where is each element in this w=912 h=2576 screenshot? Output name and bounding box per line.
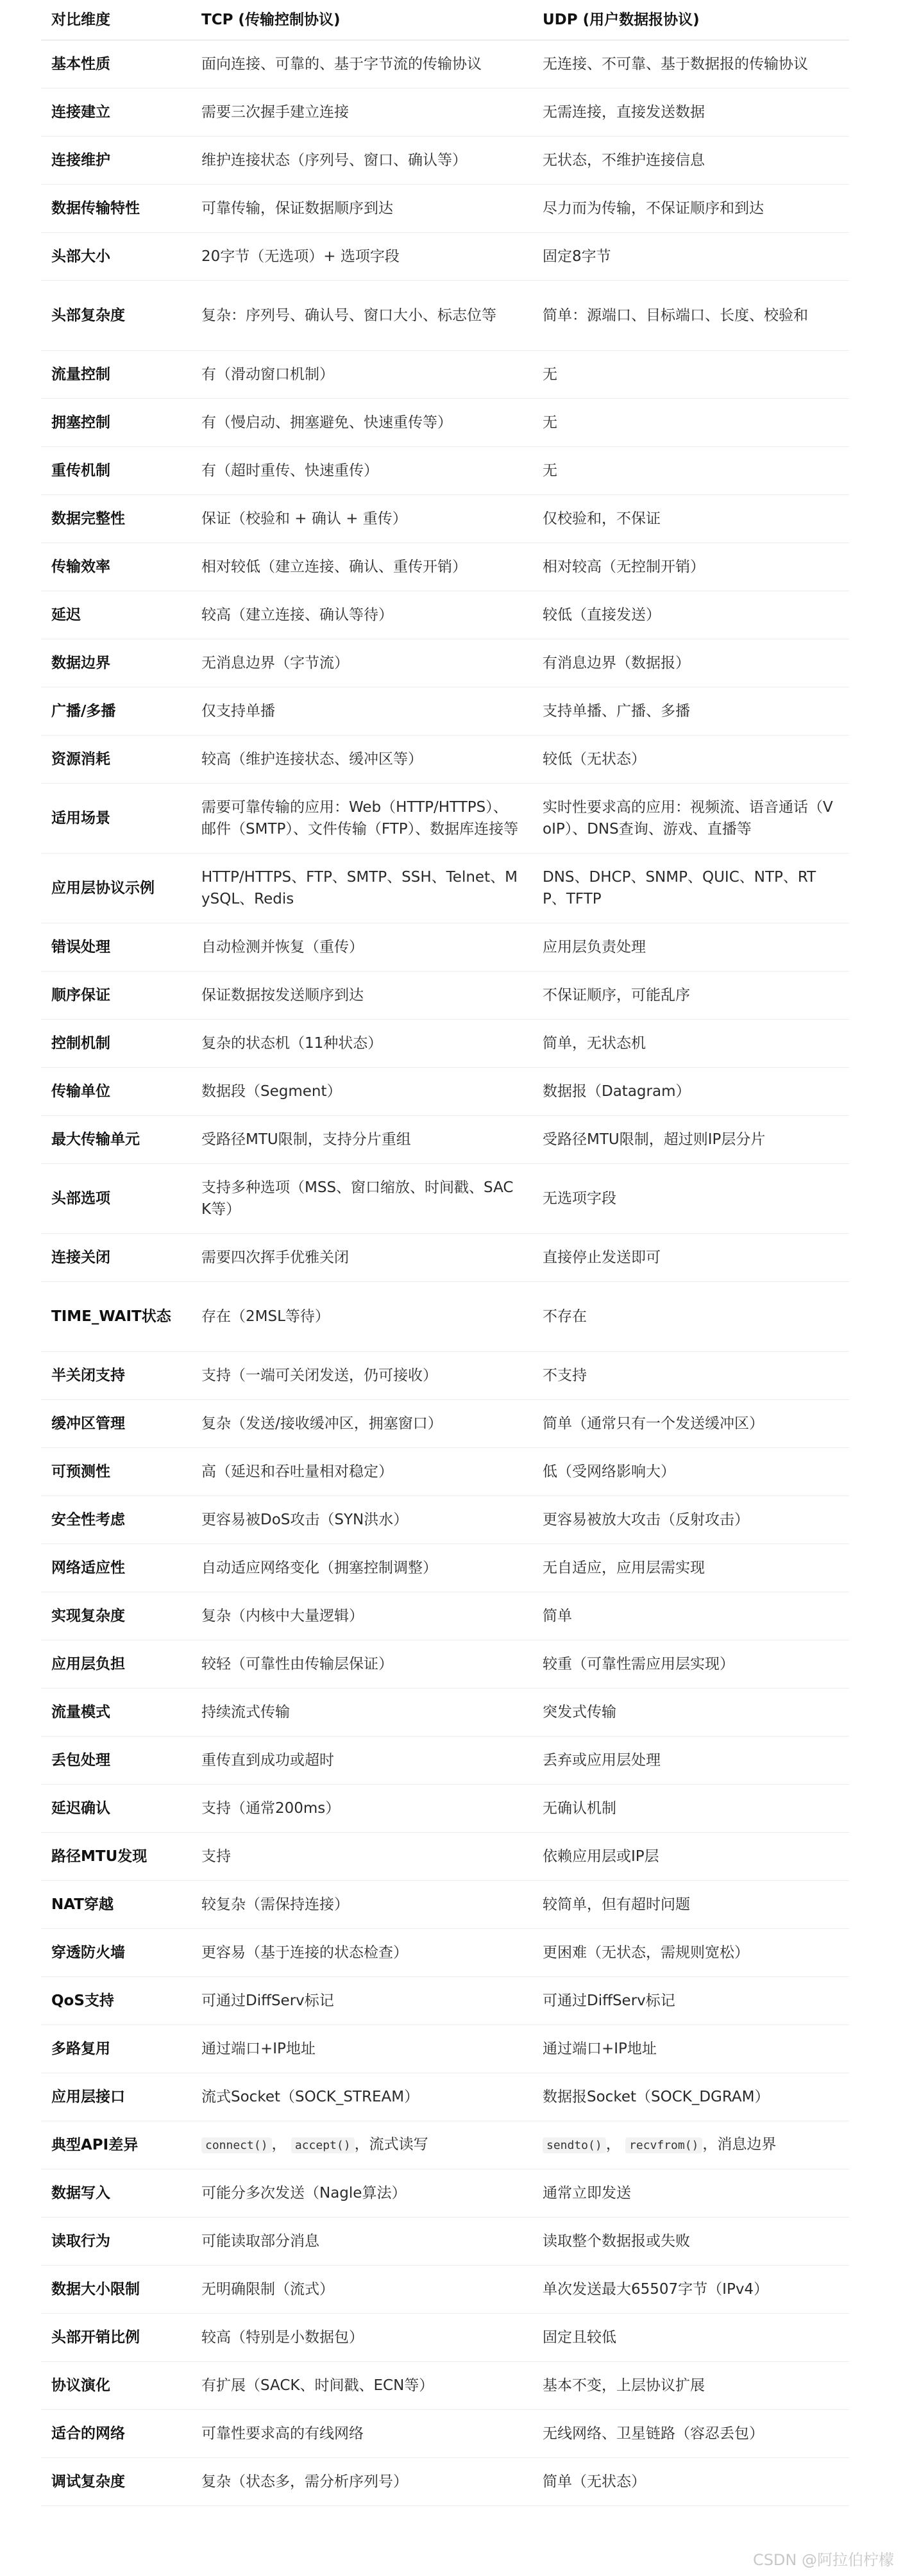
cell-udp: 无自适应，应用层需实现	[532, 1544, 849, 1592]
table-row	[41, 1020, 849, 1068]
cell-udp: 读取整个数据报或失败	[532, 2218, 849, 2266]
cell-udp: 通过端口+IP地址	[532, 2025, 849, 2073]
cell-dimension: 读取行为	[41, 2218, 191, 2266]
cell-tcp: HTTP/HTTPS、FTP、SMTP、SSH、Telnet、MySQL、Redis	[191, 854, 532, 923]
cell-dimension: 穿透防火墙	[41, 1929, 191, 1977]
table-row	[41, 1977, 849, 2025]
table-row	[41, 185, 849, 233]
cell-udp: 不保证顺序，可能乱序	[532, 972, 849, 1020]
cell-dimension: 资源消耗	[41, 736, 191, 784]
cell-udp: 不存在	[532, 1282, 849, 1352]
table-row	[41, 447, 849, 495]
cell-tcp: 有（慢启动、拥塞避免、快速重传等）	[191, 399, 532, 447]
cell-tcp: 高（延迟和吞吐量相对稳定）	[191, 1448, 532, 1496]
cell-tcp: 受路径MTU限制，支持分片重组	[191, 1116, 532, 1164]
table-row	[41, 2169, 849, 2218]
cell-tcp: 自动适应网络变化（拥塞控制调整）	[191, 1544, 532, 1592]
cell-dimension: 重传机制	[41, 447, 191, 495]
cell-udp: 数据报（Datagram）	[532, 1068, 849, 1116]
cell-dimension: 协议演化	[41, 2362, 191, 2410]
cell-dimension: 应用层负担	[41, 1640, 191, 1688]
cell-udp: 支持单播、广播、多播	[532, 687, 849, 736]
cell-tcp: 较高（建立连接、确认等待）	[191, 591, 532, 639]
cell-tcp: 较高（特别是小数据包）	[191, 2314, 532, 2362]
table-row	[41, 2121, 849, 2169]
cell-dimension: 调试复杂度	[41, 2458, 191, 2506]
table-row	[41, 1282, 849, 1352]
cell-dimension: 数据边界	[41, 639, 191, 687]
cell-dimension: 最大传输单元	[41, 1116, 191, 1164]
cell-tcp: 支持	[191, 1833, 532, 1881]
cell-dimension: 顺序保证	[41, 972, 191, 1020]
cell-udp: 应用层负责处理	[532, 923, 849, 972]
table-row	[41, 1785, 849, 1833]
cell-dimension: 数据大小限制	[41, 2266, 191, 2314]
cell-udp: 无连接、不可靠、基于数据报的传输协议	[532, 40, 849, 88]
table-row	[41, 543, 849, 591]
cell-tcp: 可能读取部分消息	[191, 2218, 532, 2266]
cell-udp: 基本不变，上层协议扩展	[532, 2362, 849, 2410]
cell-dimension: 应用层接口	[41, 2073, 191, 2121]
cell-udp: 相对较高（无控制开销）	[532, 543, 849, 591]
cell-dimension: 头部选项	[41, 1164, 191, 1234]
cell-tcp: 仅支持单播	[191, 687, 532, 736]
table-row	[41, 1881, 849, 1929]
table-row	[41, 736, 849, 784]
cell-udp: 突发式传输	[532, 1688, 849, 1737]
cell-udp: 仅校验和，不保证	[532, 495, 849, 543]
cell-dimension: 适用场景	[41, 784, 191, 854]
cell-udp: 无需连接，直接发送数据	[532, 88, 849, 137]
cell-udp: 简单：源端口、目标端口、长度、校验和	[532, 281, 849, 351]
cell-udp: 实时性要求高的应用：视频流、语音通话（VoIP）、DNS查询、游戏、直播等	[532, 784, 849, 854]
cell-dimension: 广播/多播	[41, 687, 191, 736]
cell-dimension: 基本性质	[41, 40, 191, 88]
cell-dimension: 典型API差异	[41, 2121, 191, 2169]
table-row	[41, 972, 849, 1020]
cell-dimension: 流量模式	[41, 1688, 191, 1737]
cell-udp: 无	[532, 351, 849, 399]
cell-udp: 低（受网络影响大）	[532, 1448, 849, 1496]
cell-tcp: 持续流式传输	[191, 1688, 532, 1737]
cell-dimension: 丢包处理	[41, 1737, 191, 1785]
table-row	[41, 1929, 849, 1977]
table-row	[41, 2314, 849, 2362]
cell-dimension: 头部复杂度	[41, 281, 191, 351]
cell-udp: sendto() ， recvfrom() ，消息边界	[532, 2121, 849, 2169]
header-tcp: TCP (传输控制协议)	[191, 0, 532, 40]
table-row	[41, 1833, 849, 1881]
table-row	[41, 1448, 849, 1496]
cell-tcp: 通过端口+IP地址	[191, 2025, 532, 2073]
cell-tcp: 相对较低（建立连接、确认、重传开销）	[191, 543, 532, 591]
cell-tcp: 面向连接、可靠的、基于字节流的传输协议	[191, 40, 532, 88]
api-code: accept()	[291, 2137, 355, 2153]
cell-tcp: 保证（校验和 + 确认 + 重传）	[191, 495, 532, 543]
comparison-table-container	[41, 0, 849, 2506]
cell-udp: 不支持	[532, 1352, 849, 1400]
cell-dimension: 延迟	[41, 591, 191, 639]
api-note: ，消息边界	[702, 2136, 777, 2153]
cell-dimension: 头部开销比例	[41, 2314, 191, 2362]
cell-dimension: 头部大小	[41, 233, 191, 281]
cell-tcp: 较轻（可靠性由传输层保证）	[191, 1640, 532, 1688]
table-row	[41, 2266, 849, 2314]
cell-tcp: 可通过DiffServ标记	[191, 1977, 532, 2025]
header-row	[41, 0, 849, 40]
table-row	[41, 1592, 849, 1640]
table-row	[41, 1068, 849, 1116]
table-row	[41, 591, 849, 639]
cell-dimension: 适合的网络	[41, 2410, 191, 2458]
table-row	[41, 2362, 849, 2410]
cell-udp: 可通过DiffServ标记	[532, 1977, 849, 2025]
cell-tcp: 有扩展（SACK、时间戳、ECN等）	[191, 2362, 532, 2410]
table-row	[41, 784, 849, 854]
api-code: connect()	[201, 2137, 272, 2153]
table-row	[41, 2458, 849, 2506]
api-code: recvfrom()	[625, 2137, 702, 2153]
api-code: sendto()	[543, 2137, 606, 2153]
cell-dimension: 错误处理	[41, 923, 191, 972]
cell-tcp: 保证数据按发送顺序到达	[191, 972, 532, 1020]
table-row	[41, 2025, 849, 2073]
cell-udp: 更容易被放大攻击（反射攻击）	[532, 1496, 849, 1544]
cell-tcp: 复杂（状态多，需分析序列号）	[191, 2458, 532, 2506]
cell-tcp: 需要可靠传输的应用：Web（HTTP/HTTPS）、邮件（SMTP）、文件传输（FTP）、数据库连接等	[191, 784, 532, 854]
cell-dimension: 流量控制	[41, 351, 191, 399]
cell-tcp: 无消息边界（字节流）	[191, 639, 532, 687]
table-row	[41, 639, 849, 687]
cell-dimension: TIME_WAIT状态	[41, 1282, 191, 1352]
table-row	[41, 1352, 849, 1400]
table-row	[41, 2218, 849, 2266]
cell-dimension: 传输效率	[41, 543, 191, 591]
cell-udp: 有消息边界（数据报）	[532, 639, 849, 687]
table-row	[41, 1544, 849, 1592]
cell-dimension: 应用层协议示例	[41, 854, 191, 923]
cell-udp: 较低（无状态）	[532, 736, 849, 784]
cell-dimension: 连接维护	[41, 137, 191, 185]
cell-udp: 无	[532, 399, 849, 447]
cell-tcp: 需要四次挥手优雅关闭	[191, 1234, 532, 1282]
cell-tcp: 复杂（内核中大量逻辑）	[191, 1592, 532, 1640]
cell-tcp: 可能分多次发送（Nagle算法）	[191, 2169, 532, 2218]
cell-tcp: 有（滑动窗口机制）	[191, 351, 532, 399]
cell-tcp: 可靠传输，保证数据顺序到达	[191, 185, 532, 233]
table-row	[41, 351, 849, 399]
cell-dimension: 可预测性	[41, 1448, 191, 1496]
cell-tcp: 较复杂（需保持连接）	[191, 1881, 532, 1929]
table-row	[41, 495, 849, 543]
cell-tcp: 无明确限制（流式）	[191, 2266, 532, 2314]
cell-dimension: 实现复杂度	[41, 1592, 191, 1640]
cell-tcp: 数据段（Segment）	[191, 1068, 532, 1116]
cell-udp: DNS、DHCP、SNMP、QUIC、NTP、RTP、TFTP	[532, 854, 849, 923]
cell-tcp: 复杂（发送/接收缓冲区，拥塞窗口）	[191, 1400, 532, 1448]
cell-tcp: 支持（通常200ms）	[191, 1785, 532, 1833]
table-row	[41, 2410, 849, 2458]
cell-udp: 依赖应用层或IP层	[532, 1833, 849, 1881]
cell-dimension: 拥塞控制	[41, 399, 191, 447]
cell-tcp: 维护连接状态（序列号、窗口、确认等）	[191, 137, 532, 185]
cell-dimension: 连接关闭	[41, 1234, 191, 1282]
table-row	[41, 88, 849, 137]
cell-udp: 更困难（无状态，需规则宽松）	[532, 1929, 849, 1977]
table-row	[41, 1496, 849, 1544]
table-row	[41, 1234, 849, 1282]
cell-dimension: 半关闭支持	[41, 1352, 191, 1400]
cell-udp: 较重（可靠性需应用层实现）	[532, 1640, 849, 1688]
cell-udp: 较简单，但有超时问题	[532, 1881, 849, 1929]
table-row	[41, 233, 849, 281]
cell-dimension: 网络适应性	[41, 1544, 191, 1592]
cell-dimension: 连接建立	[41, 88, 191, 137]
cell-udp: 简单（通常只有一个发送缓冲区）	[532, 1400, 849, 1448]
cell-tcp: 重传直到成功或超时	[191, 1737, 532, 1785]
cell-udp: 丢弃或应用层处理	[532, 1737, 849, 1785]
cell-tcp: 20字节（无选项）+ 选项字段	[191, 233, 532, 281]
cell-udp: 简单，无状态机	[532, 1020, 849, 1068]
cell-dimension: 数据写入	[41, 2169, 191, 2218]
cell-dimension: 路径MTU发现	[41, 1833, 191, 1881]
cell-tcp: 支持（一端可关闭发送，仍可接收）	[191, 1352, 532, 1400]
table-row	[41, 1400, 849, 1448]
table-header	[41, 0, 849, 40]
cell-tcp: 复杂的状态机（11种状态）	[191, 1020, 532, 1068]
table-row	[41, 1164, 849, 1234]
table-row	[41, 1116, 849, 1164]
cell-tcp: 有（超时重传、快速重传）	[191, 447, 532, 495]
cell-udp: 无确认机制	[532, 1785, 849, 1833]
cell-dimension: 多路复用	[41, 2025, 191, 2073]
cell-udp: 简单	[532, 1592, 849, 1640]
cell-udp: 尽力而为传输，不保证顺序和到达	[532, 185, 849, 233]
tcp-udp-comparison-table	[41, 0, 849, 2506]
cell-udp: 简单（无状态）	[532, 2458, 849, 2506]
cell-udp: 直接停止发送即可	[532, 1234, 849, 1282]
cell-udp: 较低（直接发送）	[532, 591, 849, 639]
cell-dimension: 数据完整性	[41, 495, 191, 543]
cell-tcp: 较高（维护连接状态、缓冲区等）	[191, 736, 532, 784]
table-row	[41, 2073, 849, 2121]
table-row	[41, 854, 849, 923]
cell-tcp: 流式Socket（SOCK_STREAM）	[191, 2073, 532, 2121]
table-row	[41, 40, 849, 88]
cell-udp: 通常立即发送	[532, 2169, 849, 2218]
watermark: CSDN @阿拉伯柠檬	[752, 2551, 894, 2569]
cell-dimension: 缓冲区管理	[41, 1400, 191, 1448]
table-row	[41, 687, 849, 736]
header-udp: UDP (用户数据报协议)	[532, 0, 849, 40]
cell-udp: 无状态，不维护连接信息	[532, 137, 849, 185]
cell-dimension: NAT穿越	[41, 1881, 191, 1929]
cell-tcp: 自动检测并恢复（重传）	[191, 923, 532, 972]
header-dimension: 对比维度	[41, 0, 191, 40]
api-note: ，流式读写	[354, 2136, 428, 2153]
table-row	[41, 1688, 849, 1737]
table-row	[41, 1640, 849, 1688]
table-row	[41, 399, 849, 447]
cell-dimension: 数据传输特性	[41, 185, 191, 233]
cell-tcp: 更容易被DoS攻击（SYN洪水）	[191, 1496, 532, 1544]
table-row	[41, 923, 849, 972]
cell-udp: 无选项字段	[532, 1164, 849, 1234]
cell-udp: 受路径MTU限制，超过则IP层分片	[532, 1116, 849, 1164]
cell-udp: 数据报Socket（SOCK_DGRAM）	[532, 2073, 849, 2121]
cell-tcp: 需要三次握手建立连接	[191, 88, 532, 137]
cell-dimension: QoS支持	[41, 1977, 191, 2025]
cell-tcp: 复杂：序列号、确认号、窗口大小、标志位等	[191, 281, 532, 351]
cell-udp: 固定8字节	[532, 233, 849, 281]
table-row	[41, 281, 849, 351]
cell-tcp: 支持多种选项（MSS、窗口缩放、时间戳、SACK等）	[191, 1164, 532, 1234]
cell-udp: 固定且较低	[532, 2314, 849, 2362]
cell-tcp: 存在（2MSL等待）	[191, 1282, 532, 1352]
cell-dimension: 延迟确认	[41, 1785, 191, 1833]
cell-dimension: 安全性考虑	[41, 1496, 191, 1544]
cell-udp: 无线网络、卫星链路（容忍丢包）	[532, 2410, 849, 2458]
table-row	[41, 1737, 849, 1785]
table-row	[41, 137, 849, 185]
cell-dimension: 传输单位	[41, 1068, 191, 1116]
table-body	[41, 40, 849, 2506]
cell-udp: 单次发送最大65507字节（IPv4）	[532, 2266, 849, 2314]
cell-tcp: 可靠性要求高的有线网络	[191, 2410, 532, 2458]
cell-udp: 无	[532, 447, 849, 495]
cell-tcp: 更容易（基于连接的状态检查）	[191, 1929, 532, 1977]
cell-dimension: 控制机制	[41, 1020, 191, 1068]
cell-tcp: connect() ， accept() ，流式读写	[191, 2121, 532, 2169]
